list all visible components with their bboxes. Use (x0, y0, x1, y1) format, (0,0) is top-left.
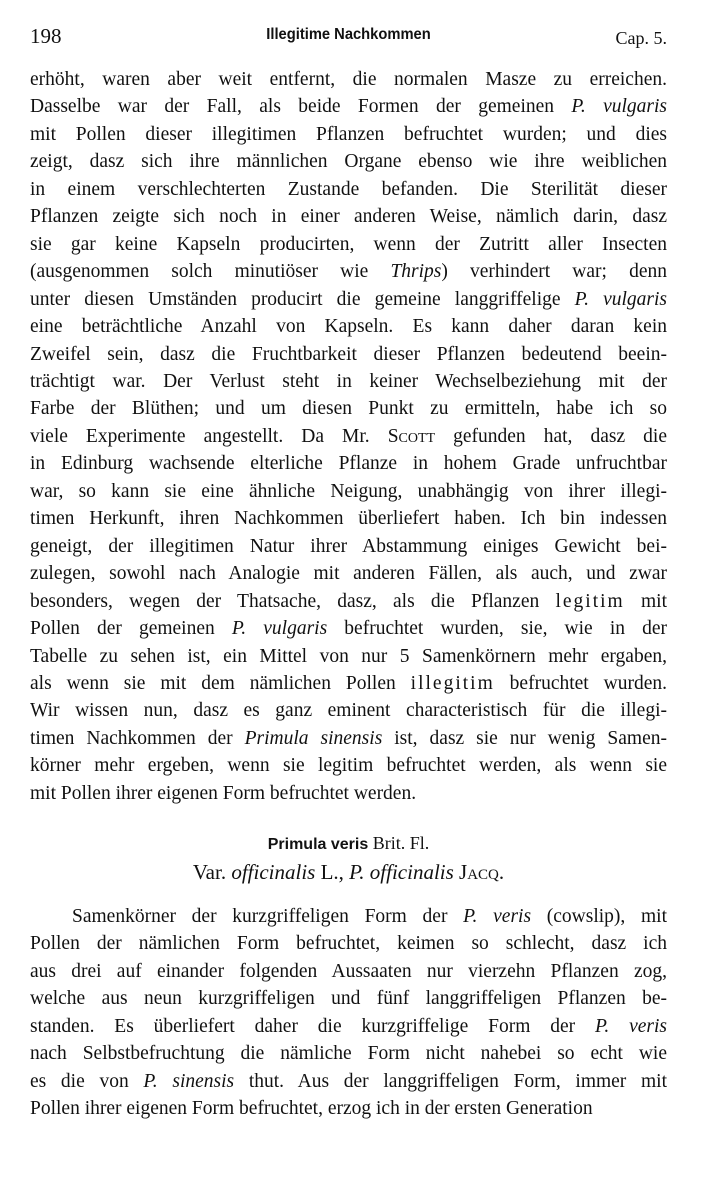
species-heading (30, 833, 667, 854)
text-line: viele Experimente angestellt. Da Mr. Scott gefunden hat, dasz die (30, 425, 667, 447)
text-line: körner mehr ergeben, wenn sie legitim befruchtet werden, als wenn sie (30, 755, 667, 777)
text-line: Dasselbe war der Fall, als beide Formen der gemeinen P. vulgaris (30, 96, 667, 118)
text-line: Pollen ihrer eigenen Form befruchtet, erzog ich in der ersten Generation (30, 1098, 593, 1120)
text-line: trächtigt war. Der Verlust steht in keiner Wechselbeziehung mit der (30, 370, 667, 392)
text-line: zeigt, dasz sich ihre männlichen Organe ebenso wie ihre weiblichen (30, 151, 667, 173)
paragraph-1 (30, 66, 667, 807)
text-line: mit Pollen dieser illegitimen Pflanzen befruchtet wurden; und dies (30, 123, 667, 145)
variety-heading (30, 860, 667, 885)
text-line: war, so kann sie eine ähnliche Neigung, unabhängig von ihrer illegi- (30, 480, 667, 502)
text-line: aus drei auf einander folgenden Aussaaten nur vierzehn Pflanzen zog, (30, 960, 667, 982)
text-line: Farbe der Blüthen; und um diesen Punkt zu ermitteln, habe ich so (30, 398, 667, 420)
variety-author: L., (320, 860, 344, 884)
text-line: Pflanzen zeigte sich noch in einer anderen Weise, nämlich darin, dasz (30, 206, 667, 228)
text-line: Wir wissen nun, dasz es ganz eminent characteristisch für die illegi- (30, 700, 667, 722)
text-line: Tabelle zu sehen ist, ein Mittel von nur 5 Samenkörnern mehr ergaben, (30, 645, 667, 667)
species-authority: Brit. Fl. (372, 833, 430, 853)
text-line: (ausgenommen solch minutiöser wie Thrips) verhindert war; denn (30, 261, 667, 283)
text-line: timen Nachkommen der Primula sinensis ist, dasz sie nur wenig Samen- (30, 727, 667, 749)
text-line: mit Pollen ihrer eigenen Form befruchtet werden. (30, 782, 417, 804)
text-line: nach Selbstbefruchtung die nämliche Form nicht nahebei so echt wie (30, 1043, 667, 1065)
synonym-species: officinalis (369, 860, 454, 884)
text-line: standen. Es überliefert daher die kurzgriffelige Form der P. veris (30, 1015, 667, 1037)
text-line: unter diesen Umständen producirt die gemeine langgriffelige P. vulgaris (30, 288, 667, 310)
text-line: geneigt, der illegitimen Natur ihrer Abstammung einiges Gewicht bei- (30, 535, 667, 557)
text-line: besonders, wegen der Thatsache, dasz, als die Pflanzen legitim mit (30, 590, 667, 612)
synonym-genus: P. (349, 860, 365, 884)
page-number: 198 (30, 24, 62, 48)
variety-prefix: Var. (192, 860, 227, 884)
chapter-label: Cap. 5. (615, 28, 667, 48)
text-line: Zweifel sein, dasz die Fruchtbarkeit dieser Pflanzen bedeutend beein- (30, 343, 667, 365)
text-line: es die von P. sinensis thut. Aus der langgriffeligen Form, immer mit (30, 1070, 667, 1092)
text-line: in Edinburg wachsende elterliche Pflanze in hohem Grade unfruchtbar (30, 453, 667, 475)
synonym-author: Jacq. (459, 860, 505, 884)
text-line: eine beträchtliche Anzahl von Kapseln. Es kann daher daran kein (30, 316, 667, 338)
text-line: Pollen der gemeinen P. vulgaris befruchtet wurden, sie, wie in der (30, 618, 667, 640)
paragraph-2 (30, 903, 667, 1123)
text-line: sie gar keine Kapseln producirten, wenn der Zutritt aller Insecten (30, 233, 667, 255)
text-line: Pollen der nämlichen Form befruchtet, keimen so schlecht, dasz ich (30, 933, 667, 955)
text-line: timen Herkunft, ihren Nachkommen überliefert haben. Ich bin indessen (30, 508, 667, 530)
variety-name: officinalis (231, 860, 316, 884)
text-line: als wenn sie mit dem nämlichen Pollen illegitim befruchtet wurden. (30, 672, 667, 694)
text-line: Samenkörner der kurzgriffeligen Form der P. veris (cowslip), mit (72, 906, 667, 927)
text-line: in einem verschlechterten Zustande befanden. Die Sterilität dieser (30, 178, 667, 200)
text-line: zulegen, sowohl nach Analogie mit anderen Fällen, als auch, und zwar (30, 563, 667, 585)
species-name: Primula veris (267, 836, 369, 853)
running-head: Illegitime Nachkommen (266, 26, 431, 43)
text-line: welche aus neun kurzgriffeligen und fünf langgriffeligen Pflanzen be- (30, 988, 667, 1010)
text-line: erhöht, waren aber weit entfernt, die normalen Masze zu erreichen. (30, 69, 667, 90)
page-header (30, 24, 667, 52)
